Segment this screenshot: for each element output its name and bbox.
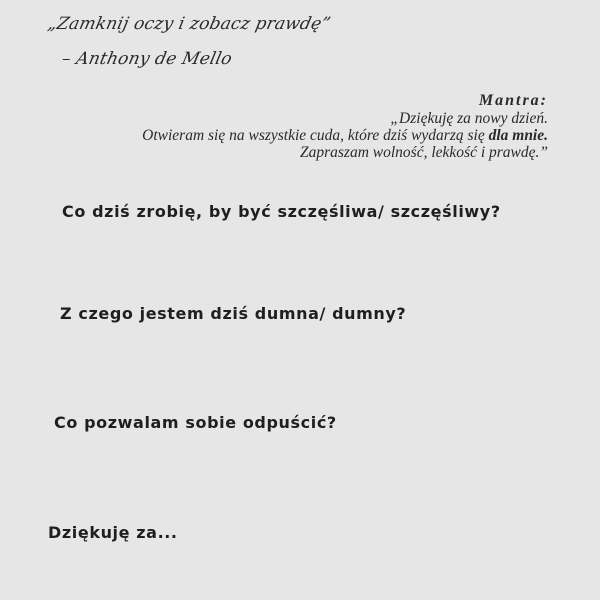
- prompt-happy: Co dziś zrobię, by być szczęśliwa/ szczęśliwy?: [62, 202, 501, 221]
- quote-text: „Zamknij oczy i zobacz prawdę”: [45, 14, 333, 34]
- prompt-grateful: Dziękuję za...: [48, 523, 178, 542]
- mantra-title: Mantra:: [478, 92, 548, 109]
- mantra-line-3: Zapraszam wolność, lekkość i prawdę.”: [300, 144, 548, 161]
- mantra-block: [68, 92, 548, 161]
- prompt-proud: Z czego jestem dziś dumna/ dumny?: [60, 304, 407, 323]
- quote-author: – Anthony de Mello: [59, 49, 234, 69]
- quote-block: [45, 10, 368, 69]
- mantra-line-2-bold: dla mnie.: [488, 127, 548, 144]
- mantra-line-2: [68, 127, 548, 144]
- prompt-let-go: Co pozwalam sobie odpuścić?: [54, 413, 337, 432]
- mantra-line-1: „Dziękuję za nowy dzień.: [390, 110, 548, 127]
- mantra-line-2-text: Otwieram się na wszystkie cuda, które dziś wydarzą się: [142, 127, 489, 144]
